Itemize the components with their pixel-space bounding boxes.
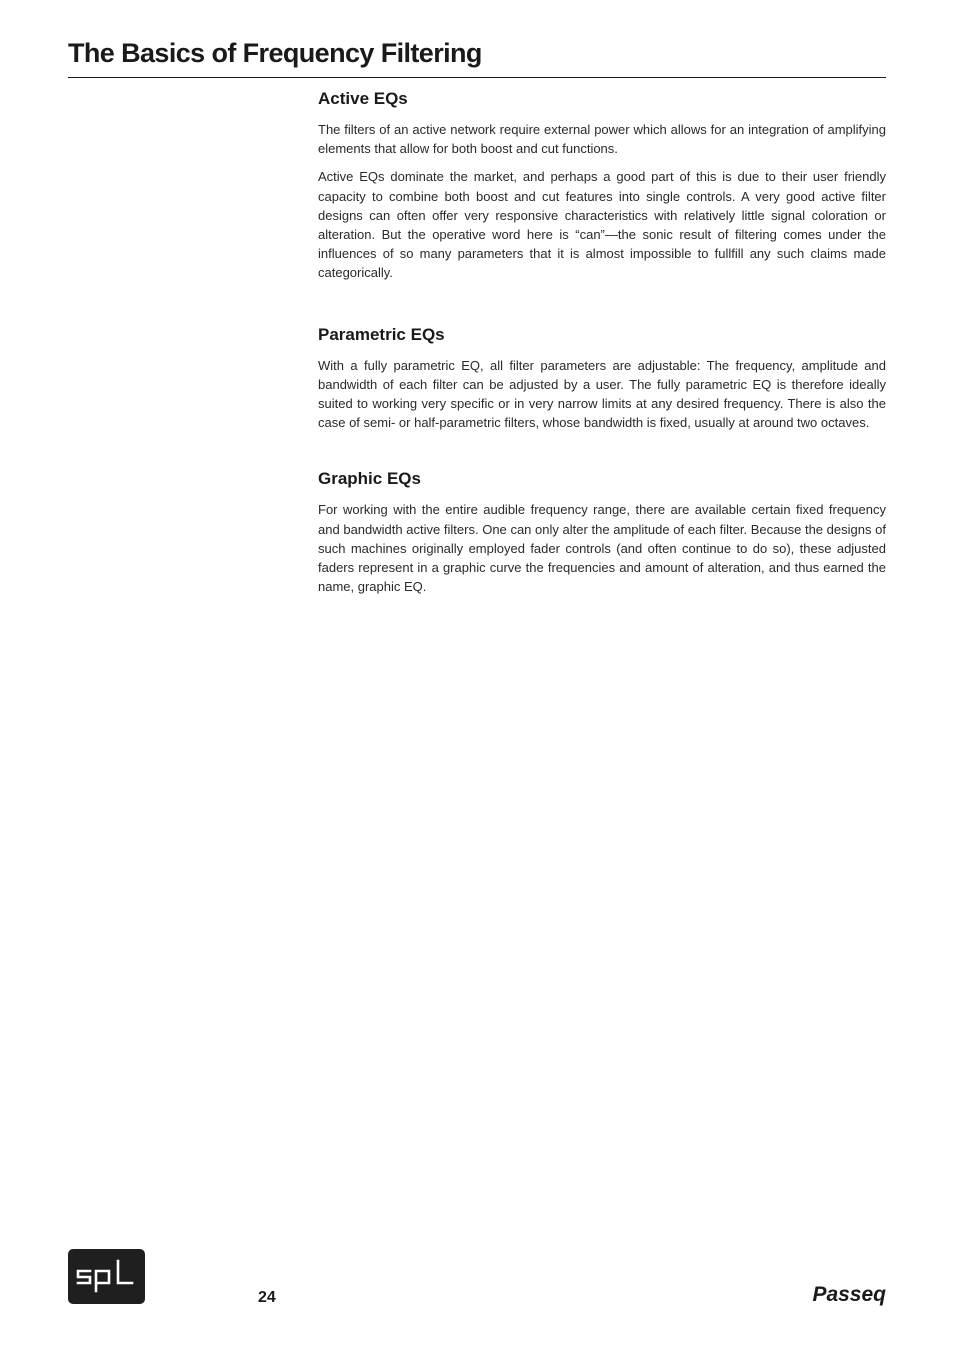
main-content	[318, 88, 886, 596]
section-heading-graphic-eqs: Graphic EQs	[318, 469, 421, 489]
section-heading-active-eqs: Active EQs	[318, 89, 408, 108]
product-name: Passeq	[812, 1283, 886, 1306]
spl-logo-icon	[68, 1249, 145, 1304]
paragraph-graphic-eqs: For working with the entire audible frequency range, there are available certain fixed frequency and bandwidth active filters. One can only alter the amplitude of each filter. Because the designs of such machines originally employed fader controls (and often continue to do so), these adjusted faders represent in a graphic curve the frequencies and amount of alteration, and thus earned the name, graphic EQ.	[318, 502, 886, 595]
page-number: 24	[258, 1289, 276, 1306]
page-title: The Basics of Frequency Filtering	[68, 38, 482, 68]
paragraph-active-eqs-1: The filters of an active network require external power which allows for an integration of amplifying elements that allow for both boost and cut functions.	[318, 122, 886, 157]
spl-logo-mark	[68, 1249, 145, 1304]
paragraph-active-eqs-2: Active EQs dominate the market, and perhaps a good part of this is due to their user friendly capacity to combine both boost and cut features into single controls. A very good active filter designs can often offer very responsive characteristics with relatively little signal coloration or alteration. But the operative word here is “can”—the sonic result of filtering comes under the influences of so many parameters that it is almost impossible to fullfill any such claims made categorically.	[318, 169, 886, 281]
paragraph-parametric-eqs: With a fully parametric EQ, all filter parameters are adjustable: The frequency, amplitude and bandwidth of each filter can be adjusted by a user. The fully parametric EQ is therefore ideally suited to working very specific or in very narrow limits at any desired frequency. There is also the case of semi- or half-parametric filters, whose bandwidth is fixed, usually at around two octaves.	[318, 357, 886, 431]
section-heading-parametric-eqs: Parametric EQs	[318, 324, 445, 344]
title-divider	[68, 77, 886, 78]
